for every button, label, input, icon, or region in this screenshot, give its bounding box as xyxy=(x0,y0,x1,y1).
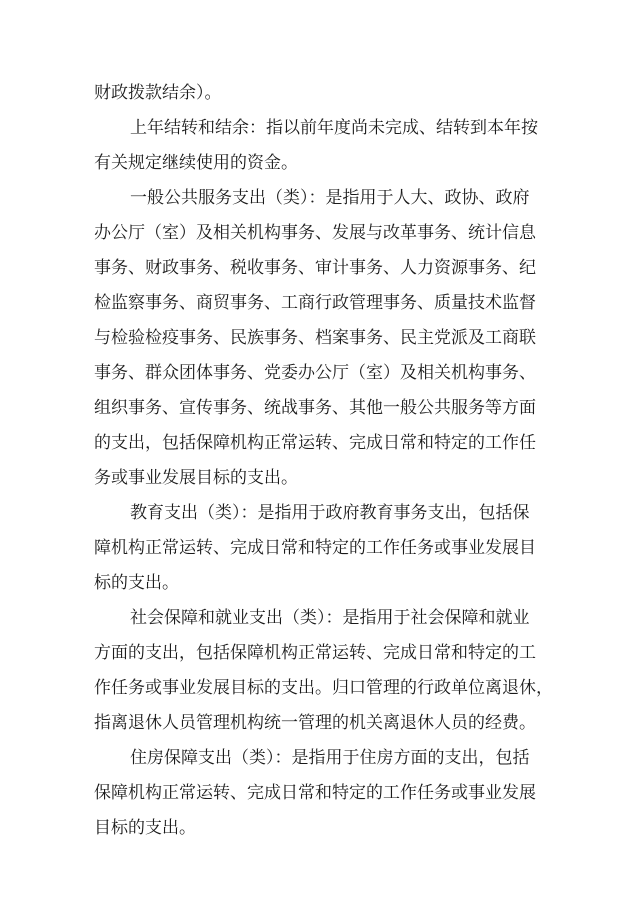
line-text: 标的支出。 xyxy=(94,573,179,593)
paragraph-line xyxy=(0,636,635,670)
paragraph-line xyxy=(0,811,635,845)
line-text: 障机构正常运转、完成日常和特定的工作任务或事业发展目 xyxy=(94,538,536,558)
line-text: 社会保障和就业支出（类）：是指用于社会保障和就业 xyxy=(130,608,530,628)
paragraph-line xyxy=(0,741,635,775)
line-text: 财政拨款结余）。 xyxy=(94,83,222,103)
line-text: 教育支出（类）：是指用于政府教育事务支出，包括保 xyxy=(130,503,530,523)
paragraph-line xyxy=(0,356,635,390)
line-text: 与检验检疫事务、民族事务、档案事务、民主党派及工商联 xyxy=(94,328,536,348)
paragraph-line xyxy=(0,286,635,320)
line-text: 一般公共服务支出（类）：是指用于人大、政协、政府 xyxy=(130,188,530,208)
line-text: 组织事务、宣传事务、统战事务、其他一般公共服务等方面 xyxy=(94,398,536,418)
line-text: 上年结转和结余：指以前年度尚未完成、结转到本年按 xyxy=(130,118,538,138)
line-text: 目标的支出。 xyxy=(94,818,196,838)
paragraph-line xyxy=(0,601,635,635)
paragraph-line xyxy=(0,181,635,215)
line-text: 指离退休人员管理机构统一管理的机关离退休人员的经费。 xyxy=(94,713,536,733)
line-text: 有关规定继续使用的资金。 xyxy=(94,153,298,173)
line-text: 保障机构正常运转、完成日常和特定的工作任务或事业发展 xyxy=(94,783,536,803)
paragraph-line xyxy=(0,146,635,180)
paragraph-line xyxy=(0,216,635,250)
line-text: 住房保障支出（类）：是指用于住房方面的支出，包括 xyxy=(130,748,530,768)
paragraph-line xyxy=(0,776,635,810)
paragraph-line xyxy=(0,111,635,145)
line-text: 的支出，包括保障机构正常运转、完成日常和特定的工作任 xyxy=(94,433,536,453)
line-text: 事务、群众团体事务、党委办公厅（室）及相关机构事务、 xyxy=(94,363,536,383)
paragraph-line xyxy=(0,321,635,355)
paragraph-line xyxy=(0,566,635,600)
line-text: 办公厅（室）及相关机构事务、发展与改革事务、统计信息 xyxy=(94,223,536,243)
paragraph-line xyxy=(0,76,635,110)
line-text: 事务、财政事务、税收事务、审计事务、人力资源事务、纪 xyxy=(94,258,536,278)
line-text: 务或事业发展目标的支出。 xyxy=(94,468,298,488)
line-text: 方面的支出，包括保障机构正常运转、完成日常和特定的工 xyxy=(94,643,536,663)
paragraph-line xyxy=(0,671,635,705)
paragraph-line xyxy=(0,706,635,740)
line-text: 作任务或事业发展目标的支出。归口管理的行政单位离退休， xyxy=(94,678,553,698)
paragraph-line xyxy=(0,496,635,530)
line-text: 检监察事务、商贸事务、工商行政管理事务、质量技术监督 xyxy=(94,293,536,313)
paragraph-line xyxy=(0,426,635,460)
paragraph-line xyxy=(0,251,635,285)
paragraph-line xyxy=(0,531,635,565)
paragraph-line xyxy=(0,391,635,425)
paragraph-line xyxy=(0,461,635,495)
